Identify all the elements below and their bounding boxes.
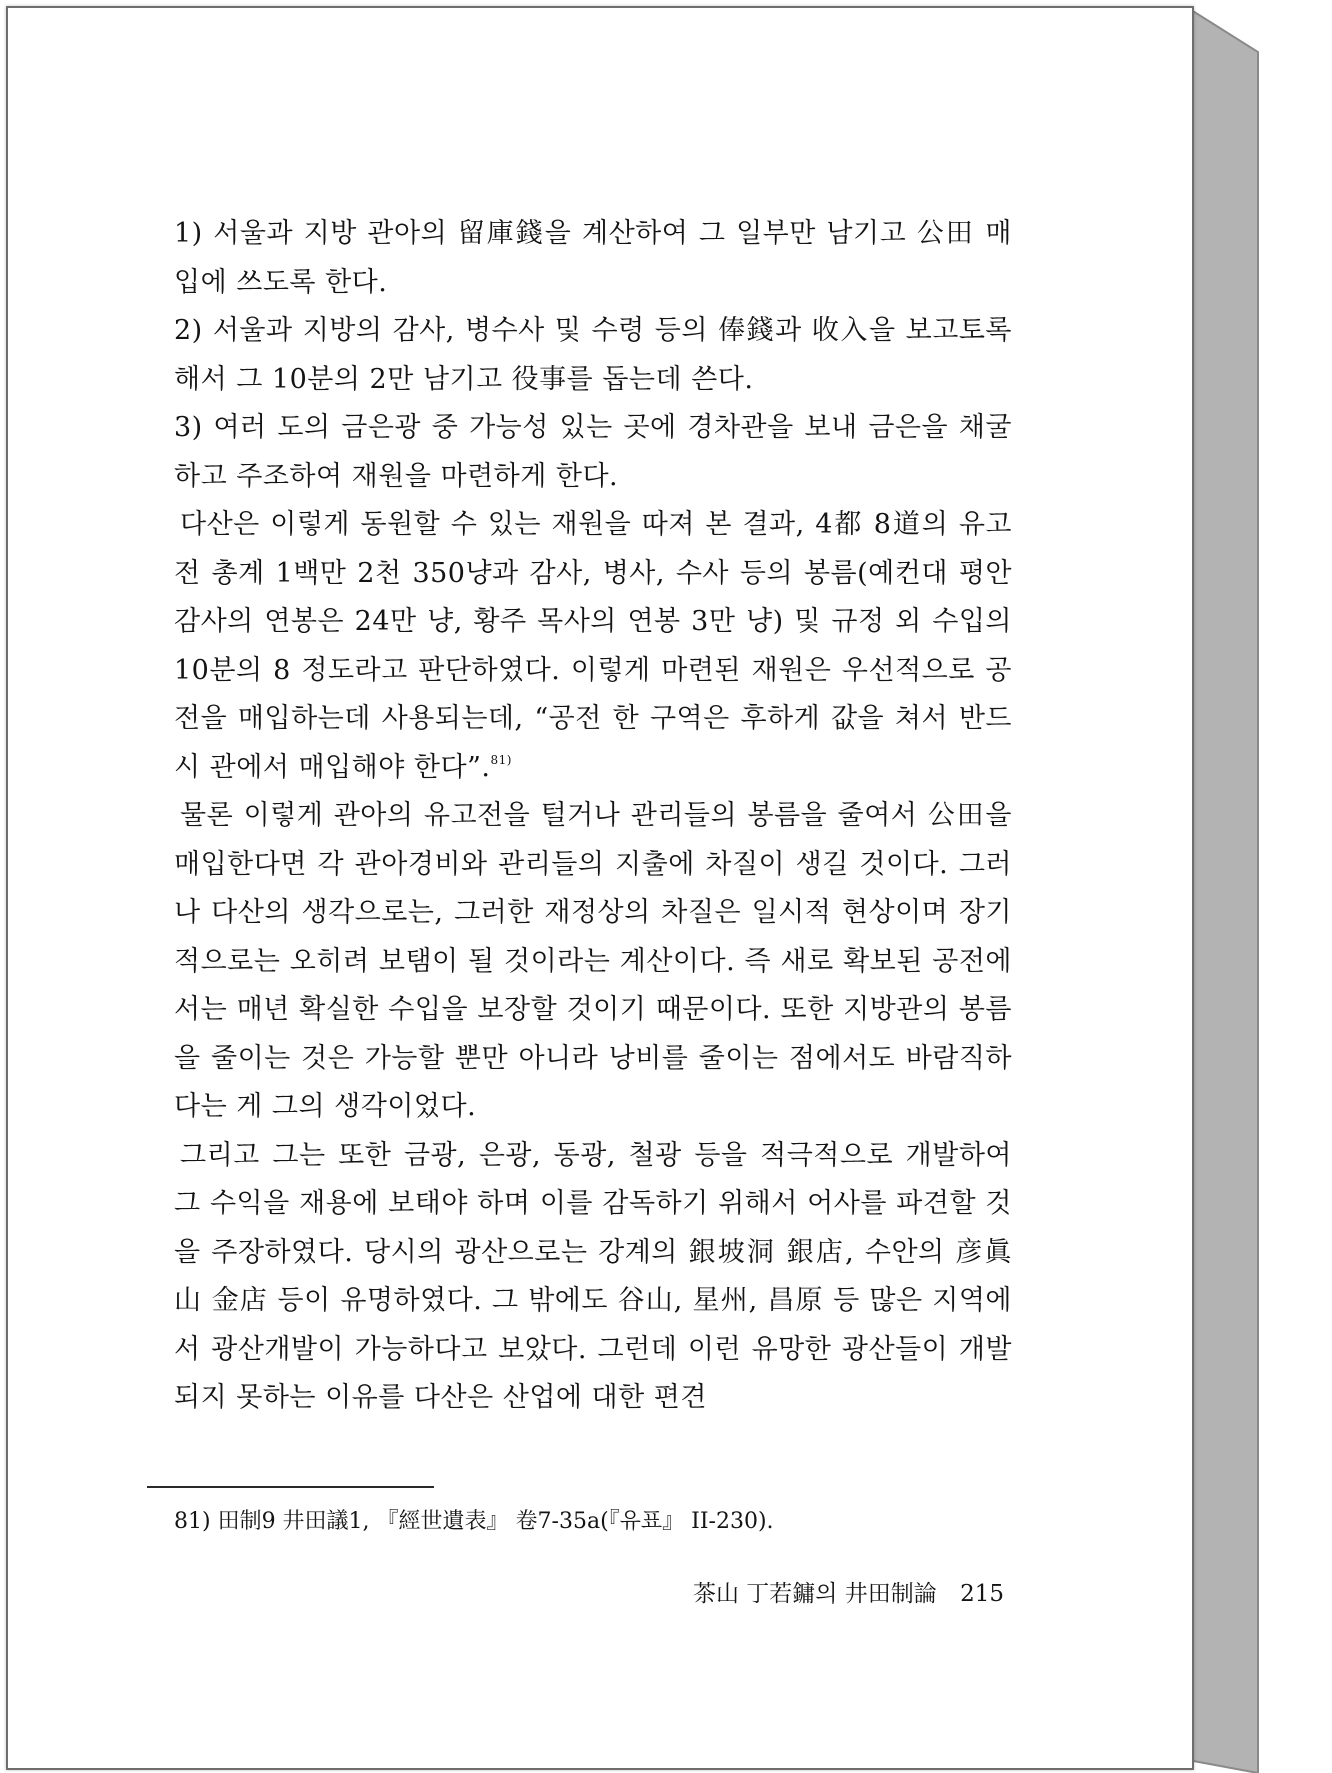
footnote-reference[interactable]: 81) [490, 752, 512, 767]
paragraph-public-land: 물론 이렇게 관아의 유고전을 털거나 관리들의 봉름을 줄여서 公田을 매입한다면 각 관아경비와 관리들의 지출에 차질이 생길 것이다. 그러나 다산의 생각으로는, 그러한 재정상의 차질은 일시적 현상이며 장기적으로는 오히려 보탬이 될 것이라는 계산이다. 즉 새로 확보된 공전에서는 매년 확실한 수입을 보장할 것이기 때문이다. 또한 지방관의 봉름을 줄이는 것은 가능할 뿐만 아니라 낭비를 줄이는 점에서도 바람직하다는 게 그의 생각이었다. [174, 800, 1012, 1122]
running-footer [693, 1578, 1004, 1610]
page-stack-side [1188, 8, 1258, 1773]
list-item-2: 2) 서울과 지방의 감사, 병수사 및 수령 등의 俸錢과 收入을 보고토록 해서 그 10분의 2만 남기고 役事를 돕는데 쓴다. [174, 315, 1012, 395]
book-page [6, 6, 1194, 1770]
paragraph-funding-text: 다산은 이렇게 동원할 수 있는 재원을 따져 본 결과, 4都 8道의 유고전 총계 1백만 2천 350냥과 감사, 병사, 수사 등의 봉름(예컨대 평안감사의 연봉은 24만 냥, 황주 목사의 연봉 3만 냥) 및 규정 외 수입의 10분의 8 정도라고 판단하였다. 이렇게 마련된 재원은 우선적으로 공전을 매입하는데 사용되는데, “공전 한 구역은 후하게 값을 쳐서 반드시 관에서 매입해야 한다”. [174, 509, 1012, 783]
paragraph-mining: 그리고 그는 또한 금광, 은광, 동광, 철광 등을 적극적으로 개발하여 그 수익을 재용에 보태야 하며 이를 감독하기 위해서 어사를 파견할 것을 주장하였다. 당시의 광산으로는 강계의 銀坡洞 銀店, 수안의 彦眞山 金店 등이 유명하였다. 그 밖에도 谷山, 星州, 昌原 등 많은 지역에서 광산개발이 가능하다고 보았다. 그런데 이런 유망한 광산들이 개발되지 못하는 이유를 다산은 산업에 대한 편견 [174, 1139, 1012, 1413]
list-item-3: 3) 여러 도의 금은광 중 가능성 있는 곳에 경차관을 보내 금은을 채굴하고 주조하여 재원을 마련하게 한다. [174, 412, 1012, 492]
paragraph-funding [174, 501, 1012, 792]
footnote: 81) 田制9 井田議1, 『經世遺表』 卷7-35a(『유표』 II-230). [174, 1509, 774, 1534]
footnote-divider [147, 1486, 434, 1488]
running-title: 茶山 丁若鏞의 井田制論 [692, 1581, 937, 1607]
page-number: 215 [960, 1581, 1004, 1607]
body-text [174, 210, 1012, 1423]
list-item-1: 1) 서울과 지방 관아의 留庫錢을 계산하여 그 일부만 남기고 公田 매입에 쓰도록 한다. [174, 218, 1012, 298]
